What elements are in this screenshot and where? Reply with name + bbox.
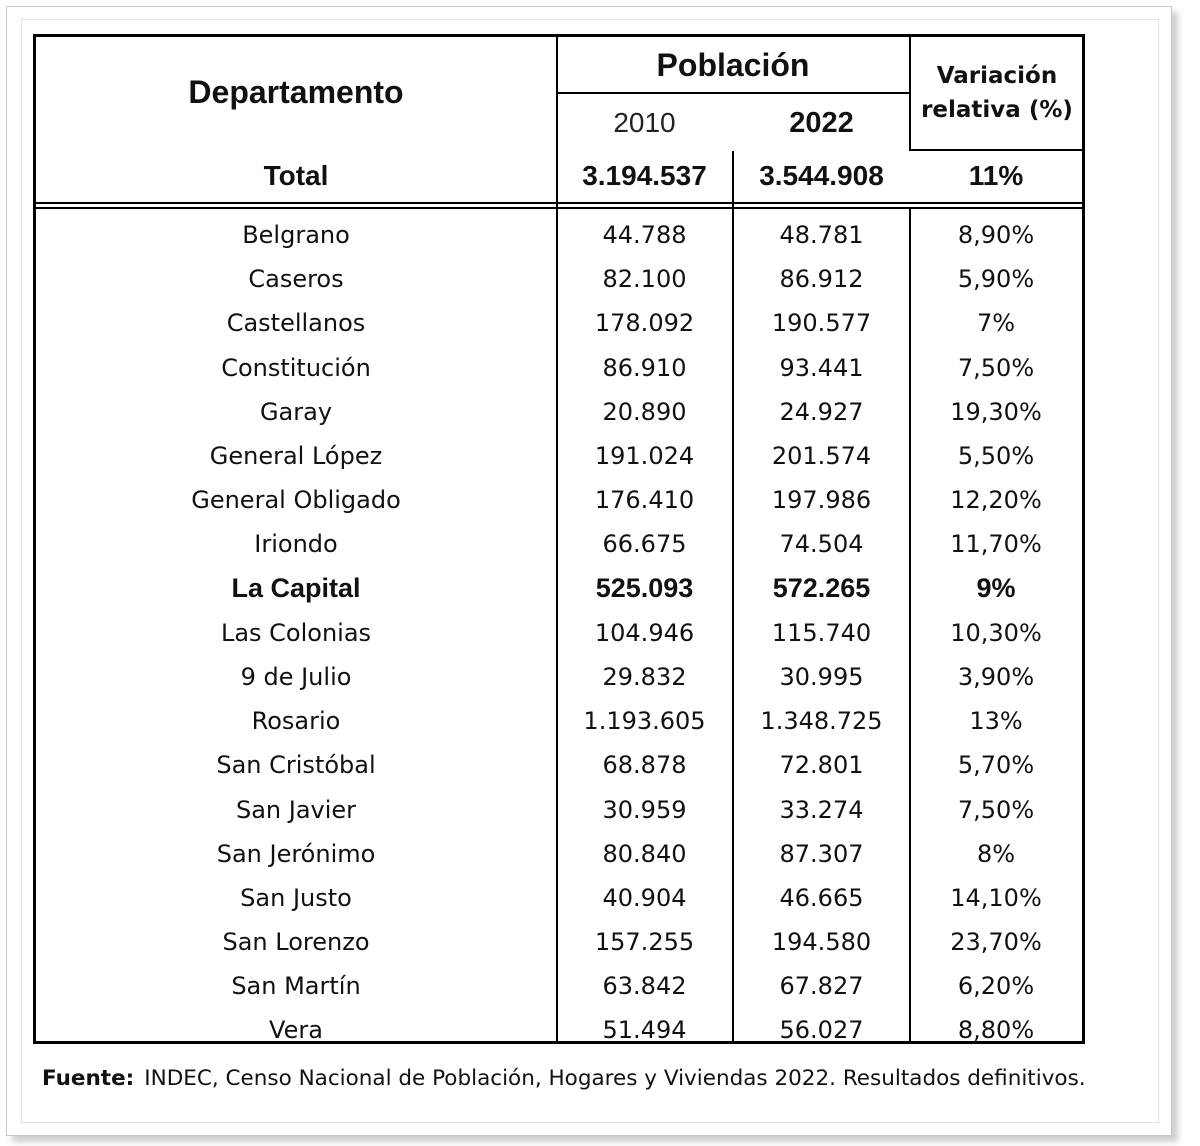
dept-cell: 9 de Julio: [240, 662, 352, 691]
dept-cell: La Capital: [231, 573, 361, 604]
population-2022-cell: 93.441: [779, 353, 864, 382]
dept-cell: Vera: [269, 1016, 323, 1045]
header-2010: 2010: [613, 107, 676, 138]
variation-cell: 23,70%: [950, 928, 1042, 957]
divider-total-bottom: [36, 207, 1085, 209]
dept-cell: San Justo: [240, 883, 352, 912]
table-row: [36, 257, 1082, 301]
source-note: [42, 1066, 1162, 1091]
header-departamento: Departamento: [188, 73, 404, 110]
variation-cell: 5,50%: [957, 442, 1035, 471]
table-row: [36, 743, 1082, 787]
variation-cell: 11,70%: [950, 530, 1042, 559]
population-2022-cell: 1.348.725: [760, 707, 883, 736]
table-row: [36, 346, 1082, 390]
dept-cell: San Javier: [235, 795, 357, 824]
table-row: [36, 832, 1082, 876]
variation-cell: 13%: [969, 707, 1023, 736]
dept-cell: General López: [209, 442, 383, 471]
population-2010-cell: 82.100: [602, 265, 687, 294]
header-variacion: Variación relativa (%): [921, 63, 1073, 123]
dept-cell: Belgrano: [242, 221, 350, 250]
population-2022-cell: 24.927: [779, 397, 864, 426]
population-2022-cell: 48.781: [779, 221, 864, 250]
variation-cell: 7,50%: [957, 795, 1035, 824]
dept-cell: Las Colonias: [220, 618, 372, 647]
dept-cell: Rosario: [251, 707, 341, 736]
dept-cell: San Martín: [231, 972, 361, 1001]
population-2022-cell: 74.504: [779, 530, 864, 559]
population-2010-cell: 176.410: [594, 486, 695, 515]
variation-cell: 5,70%: [957, 751, 1035, 780]
table-row: [36, 1008, 1082, 1052]
population-2010-cell: 157.255: [594, 928, 695, 957]
total-2022: 3.544.908: [759, 160, 884, 191]
table-row: [36, 964, 1082, 1008]
dept-cell: San Lorenzo: [222, 928, 370, 957]
variation-cell: 5,90%: [957, 265, 1035, 294]
population-table: [33, 34, 1085, 1044]
total-var: 11%: [968, 160, 1024, 191]
table-row: [36, 434, 1082, 478]
table-row: [36, 390, 1082, 434]
dept-cell: General Obligado: [191, 486, 401, 515]
table-row: [36, 787, 1082, 831]
source-label: Fuente:: [42, 1066, 135, 1091]
population-2022-cell: 30.995: [779, 662, 864, 691]
population-2022-cell: 67.827: [779, 972, 864, 1001]
population-2022-cell: 86.912: [779, 265, 864, 294]
population-2022-cell: 33.274: [779, 795, 864, 824]
header-poblacion: Población: [656, 46, 810, 83]
source-text: INDEC, Censo Nacional de Población, Hogares y Viviendas 2022. Resultados definitivos.: [144, 1066, 1086, 1091]
population-2010-cell: 51.494: [602, 1016, 687, 1045]
population-2010-cell: 80.840: [602, 839, 687, 868]
dept-cell: Garay: [259, 397, 333, 426]
population-2010-cell: 40.904: [602, 883, 687, 912]
population-2010-cell: 525.093: [595, 573, 694, 604]
variation-cell: 8%: [976, 839, 1016, 868]
dept-cell: Caseros: [248, 265, 344, 294]
variation-cell: 7,50%: [957, 353, 1035, 382]
population-2010-cell: 44.788: [602, 221, 687, 250]
total-2010: 3.194.537: [582, 160, 707, 191]
total-label: Total: [263, 160, 329, 191]
dept-cell: San Cristóbal: [216, 751, 376, 780]
variation-cell: 12,20%: [950, 486, 1042, 515]
variation-cell: 7%: [976, 309, 1016, 338]
table-row: [36, 920, 1082, 964]
population-2010-cell: 191.024: [594, 442, 695, 471]
table-row: [36, 699, 1082, 743]
population-2022-cell: 190.577: [771, 309, 872, 338]
variation-cell: 19,30%: [950, 397, 1042, 426]
table-row: [36, 301, 1082, 345]
population-2022-cell: 56.027: [779, 1016, 864, 1045]
table-row: [36, 655, 1082, 699]
dept-cell: Constitución: [221, 353, 371, 382]
population-2022-cell: 194.580: [771, 928, 872, 957]
population-2010-cell: 1.193.605: [583, 707, 706, 736]
population-2010-cell: 29.832: [602, 662, 687, 691]
variation-cell: 8,90%: [957, 221, 1035, 250]
dept-cell: Iriondo: [254, 530, 338, 559]
population-2022-cell: 46.665: [779, 883, 864, 912]
population-2010-cell: 30.959: [602, 795, 687, 824]
header-2022: 2022: [789, 106, 854, 139]
population-2022-cell: 87.307: [779, 839, 864, 868]
table-body: [36, 213, 1082, 1053]
variation-cell: 10,30%: [950, 618, 1042, 647]
population-2010-cell: 178.092: [594, 309, 695, 338]
dept-cell: San Jerónimo: [216, 839, 376, 868]
population-2010-cell: 68.878: [602, 751, 687, 780]
table-row: [36, 876, 1082, 920]
dept-cell: Castellanos: [226, 309, 366, 338]
population-2010-cell: 66.675: [602, 530, 687, 559]
variation-cell: 14,10%: [950, 883, 1042, 912]
variation-cell: 6,20%: [957, 972, 1035, 1001]
table-row: [36, 213, 1082, 257]
population-2022-cell: 115.740: [771, 618, 872, 647]
population-2010-cell: 86.910: [602, 353, 687, 382]
table-row: [36, 611, 1082, 655]
population-2022-cell: 201.574: [771, 442, 872, 471]
table-row: [36, 522, 1082, 566]
population-2022-cell: 72.801: [779, 751, 864, 780]
variation-cell: 9%: [976, 573, 1016, 604]
variation-cell: 3,90%: [957, 662, 1035, 691]
population-2022-cell: 572.265: [772, 573, 871, 604]
table-row: [36, 567, 1082, 611]
population-2010-cell: 63.842: [602, 972, 687, 1001]
population-2010-cell: 20.890: [602, 397, 687, 426]
population-2022-cell: 197.986: [771, 486, 872, 515]
table-row: [36, 478, 1082, 522]
population-2010-cell: 104.946: [594, 618, 695, 647]
variation-cell: 8,80%: [957, 1016, 1035, 1045]
